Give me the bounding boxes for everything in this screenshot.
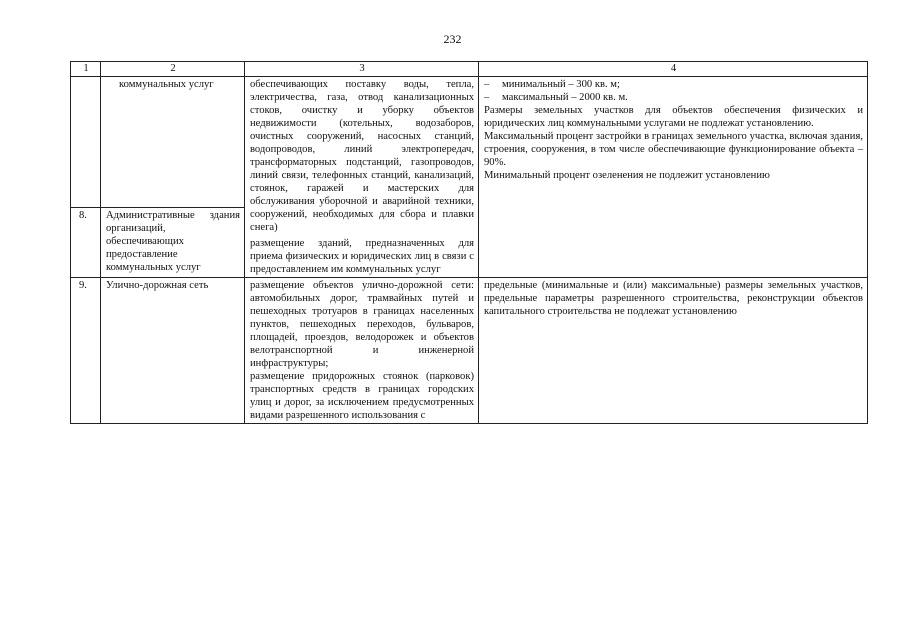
description-text: размещение зданий, предназначенных для приема физических и юридических лиц в связи с предоставлением им коммунальных услуг [250, 238, 474, 275]
paragraph: Минимальный процент озеленения не подлежит установлению [484, 170, 770, 181]
description-text: размещение придорожных стоянок (парковок) транспортных средств в границах городских улиц и дорог, за исключением предусмотренных видами разрешенного использования с [250, 371, 474, 421]
use-type-description [245, 77, 479, 278]
dash-marker: – [484, 79, 490, 90]
parameters-cell [479, 77, 868, 278]
description-text: обеспечивающих поставку воды, тепла, электричества, газа, отвод канализационных стоков, очистку и уборку объектов недвижимости (котельных, водозаборов, очистных сооружений, насосных станций, водопроводов, линий электропередач, трансформаторных подстанций, газопроводов, линий связи, телефонных станций, канализаций, стоянок, гаражей и мастерских для обслуживания уборочной и аварийной техники, сооружений, необходимых для сбора и плавки снега) [250, 79, 474, 233]
dash-marker: – [484, 92, 490, 103]
description-text: размещение объектов улично-дорожной сети: автомобильных дорог, трамвайных путей и пешеходных тротуаров в границах населенных пунктов, пешеходных переходов, бульваров, площадей, проездов, велодорожек и объектов велотранспортной и инженерной инфраструктуры; [250, 280, 474, 369]
parameters-cell: предельные (минимальные и (или) максимальные) размеры земельных участков, предельные параметры разрешенного строительства, реконструкции объектов капитального строительства не подлежат установлению [479, 278, 868, 424]
page-number: 232 [443, 32, 462, 46]
column-header-1: 1 [71, 62, 101, 77]
column-number-row [71, 62, 868, 77]
paragraph: Максимальный процент застройки в границах земельного участка, включая здания, строения, сооружения, в том числе обеспечивающие функционирование объекта – 90%. [484, 131, 863, 168]
row-number: 9. [71, 278, 101, 424]
list-item [484, 91, 863, 104]
table-row [71, 77, 868, 208]
list-item-text: минимальный – 300 кв. м; [502, 79, 620, 90]
use-type-name: Административные здания организаций, обеспечивающих предоставление коммунальных услуг [101, 208, 245, 278]
land-use-table [70, 61, 868, 424]
column-header-4: 4 [479, 62, 868, 77]
row-number: 8. [71, 208, 101, 278]
list-item [484, 78, 863, 91]
column-header-3: 3 [245, 62, 479, 77]
list-item-text: максимальный – 2000 кв. м. [502, 92, 628, 103]
use-type-name: Улично-дорожная сеть [101, 278, 245, 424]
use-type-description [245, 278, 479, 424]
table-row [71, 278, 868, 424]
column-header-2: 2 [101, 62, 245, 77]
row-number [71, 77, 101, 208]
use-type-name: коммунальных услуг [101, 77, 245, 208]
paragraph: Размеры земельных участков для объектов обеспечения физических и юридических лиц коммунальными услугами не подлежат установлению. [484, 105, 863, 129]
